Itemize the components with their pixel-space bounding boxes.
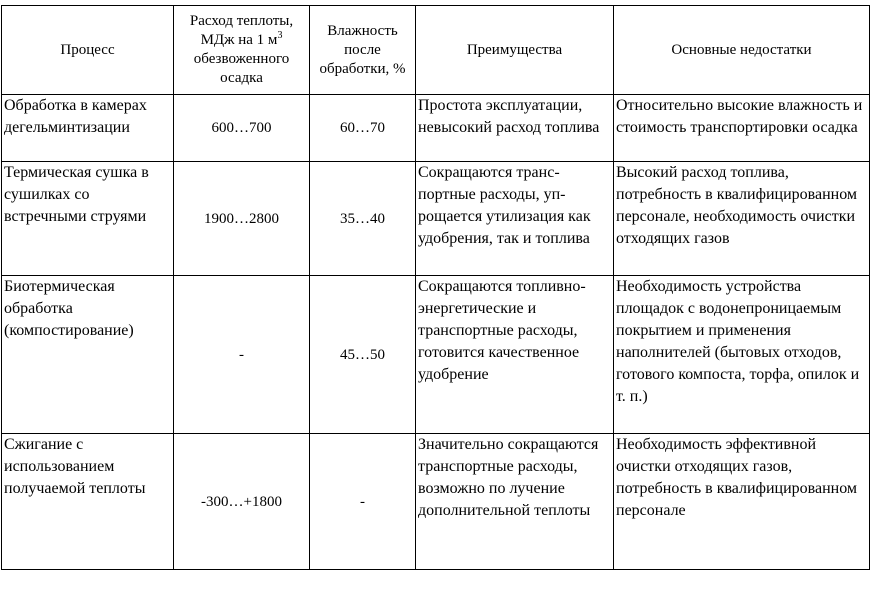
heat-cell: 1900…2800	[174, 162, 310, 276]
heat-cell: -300…+1800	[174, 434, 310, 570]
sludge-processing-table	[1, 5, 870, 570]
header-advantages: Преимущества	[416, 6, 614, 95]
moisture-cell: 45…50	[310, 276, 416, 434]
advantages-cell: Сокращаются транспортные расходы, упрощается утилизация как удобрения, так и топлива	[416, 162, 614, 276]
advantages-cell: Значительно сокращаются транспортные расходы, возможно по лучение дополнительной теплоты	[416, 434, 614, 570]
disadvantages-cell: Высокий расход топлива, потребность в квалифицированном персонале, необходимость очистки отходящих газов	[614, 162, 870, 276]
header-heat-consumption	[174, 6, 310, 95]
header-process: Процесс	[2, 6, 174, 95]
moisture-cell: -	[310, 434, 416, 570]
table-row	[2, 276, 870, 434]
header-moisture: Влажность после обработки, %	[310, 6, 416, 95]
header-heat-superscript: 3	[277, 30, 283, 41]
heat-cell: -	[174, 276, 310, 434]
table-row	[2, 95, 870, 162]
header-row	[2, 6, 870, 95]
header-heat-main: Расход теплоты, МДж на 1 м	[189, 13, 294, 48]
heat-cell: 600…700	[174, 95, 310, 162]
process-cell: Обработка в камерах дегельминтизации	[2, 95, 174, 162]
advantages-cell: Простота эксплуатации, невысокий расход топлива	[416, 95, 614, 162]
process-cell: Термическая сушка в сушилках со встречными струями	[2, 162, 174, 276]
process-cell: Сжигание с использованием получаемой теплоты	[2, 434, 174, 570]
header-disadvantages: Основные недостатки	[614, 6, 870, 95]
disadvantages-cell: Необходимость устройства площадок с водонепроницаемым покрытием и применения наполнителей (бытовых отходов, готового компоста, торфа, опилок и т. п.)	[614, 276, 870, 434]
moisture-cell: 60…70	[310, 95, 416, 162]
disadvantages-cell: Необходимость эффективной очистки отходящих газов, потребность в квалифицированном персонале	[614, 434, 870, 570]
disadvantages-cell: Относительно высокие влажность и стоимость транспортировки осадка	[614, 95, 870, 162]
advantages-cell: Сокращаются топливно-энергетические и транспортные расходы, готовится качественное удобрение	[416, 276, 614, 434]
moisture-cell: 35…40	[310, 162, 416, 276]
header-heat-tail: обезвоженного осадка	[193, 51, 290, 86]
process-cell: Биотермическая обработка (компостирование)	[2, 276, 174, 434]
table-row	[2, 434, 870, 570]
table-row	[2, 162, 870, 276]
